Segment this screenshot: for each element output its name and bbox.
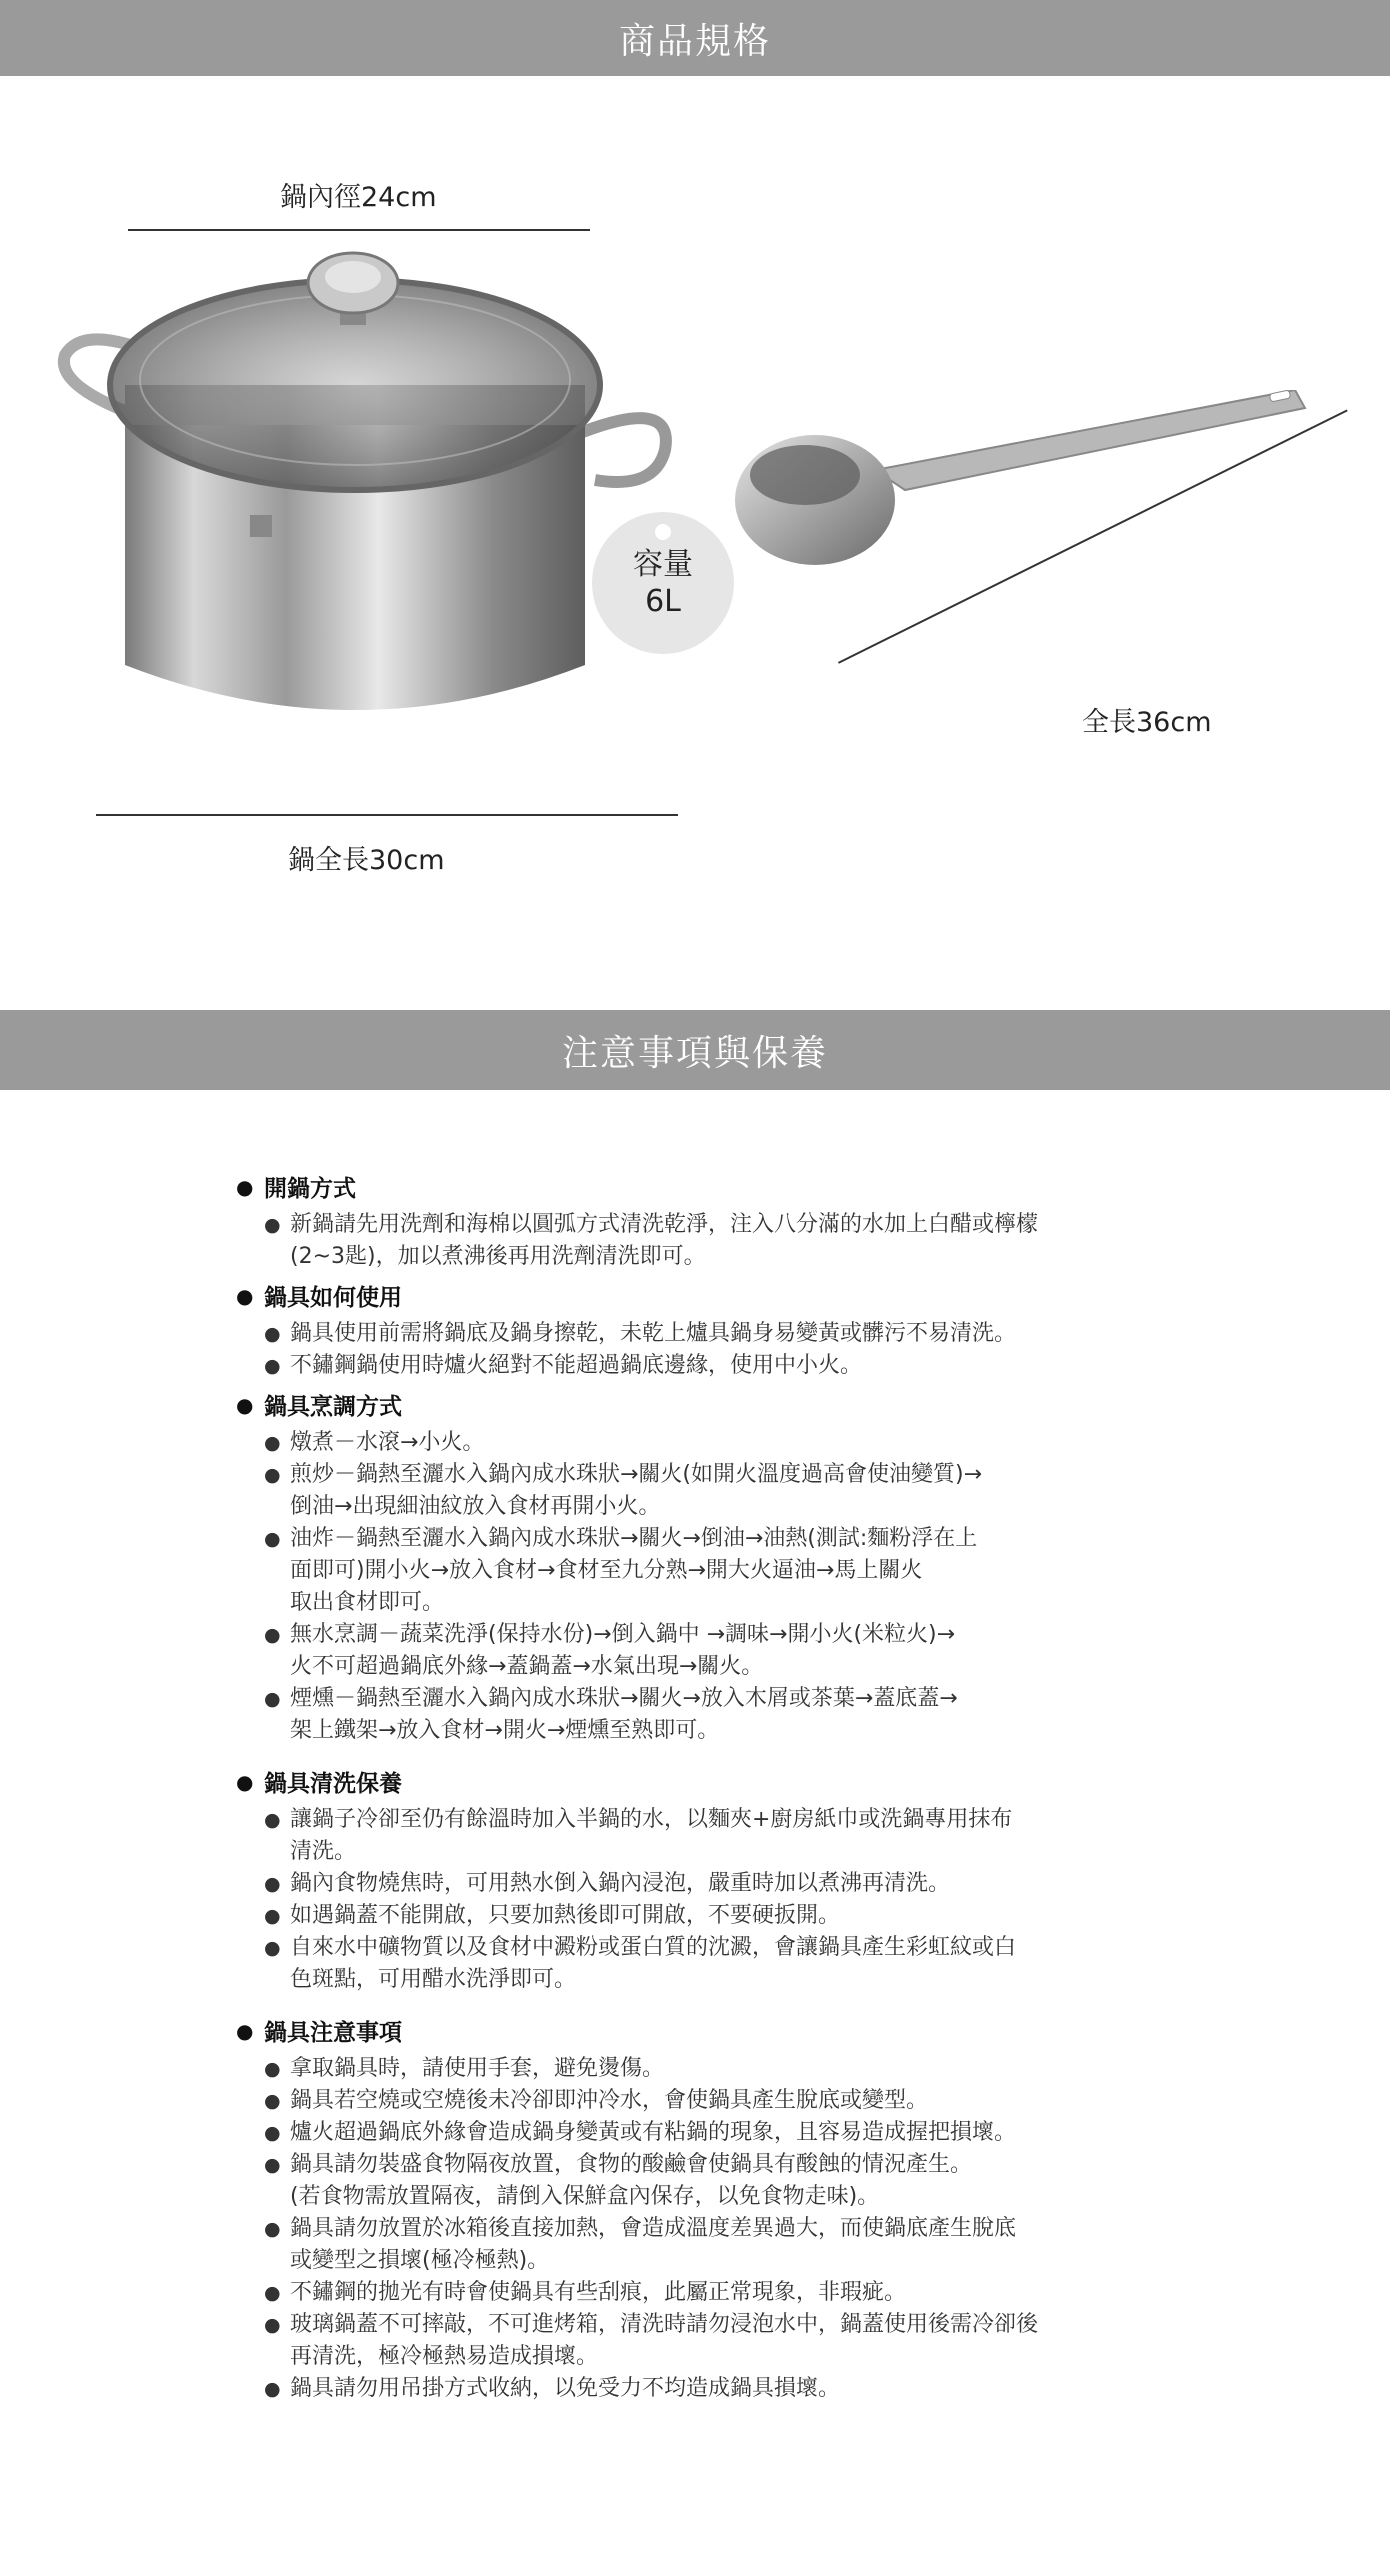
care-item-text: 自來水中礦物質以及食材中澱粉或蛋白質的沈澱，會讓鍋具產生彩虹紋或白 色斑點，可用醋水洗淨即可。 — [290, 1935, 1017, 1992]
bullet-icon: ● — [264, 2314, 281, 2336]
care-list-item — [264, 1209, 1136, 1273]
pot-diameter-label: 鍋內徑24cm — [280, 182, 437, 213]
care-item-text: 如遇鍋蓋不能開啟，只要加熱後即可開啟，不要硬扳開。 — [290, 1903, 841, 1928]
care-item-text: 油炸－鍋熱至灑水入鍋內成水珠狀→關火→倒油→油熱(測試:麵粉浮在上 面即可)開小火→放入食材→食材至九分熟→開大火逼油→馬上關火 取出食材即可。 — [290, 1526, 978, 1615]
stock-pot-image — [55, 235, 695, 795]
care-list-item — [264, 1932, 1136, 1996]
care-item-text: 拿取鍋具時，請使用手套，避免燙傷。 — [290, 2056, 665, 2081]
bullet-icon: ● — [264, 1873, 281, 1895]
care-section-title — [236, 1279, 1136, 1312]
care-item-text: 燉煮－水滾→小火。 — [290, 1430, 485, 1455]
bullet-icon: ● — [264, 1355, 281, 1377]
bullet-icon: ● — [236, 2018, 254, 2043]
care-instructions — [236, 1170, 1136, 2411]
bullet-icon: ● — [264, 1214, 281, 1236]
bullet-icon: ● — [264, 2378, 281, 2400]
badge-dot — [655, 524, 671, 540]
spec-title: 商品規格 — [618, 20, 771, 62]
bullet-icon: ● — [264, 1905, 281, 1927]
care-list-item — [264, 1900, 1136, 1932]
pot-diameter-line — [128, 229, 590, 231]
capacity-label: 容量 — [633, 546, 693, 582]
section-title-text: 鍋具如何使用 — [264, 1285, 402, 1311]
care-list-item — [264, 2149, 1136, 2213]
bullet-icon: ● — [264, 1809, 281, 1831]
care-list-item — [264, 2053, 1136, 2085]
care-section — [236, 1279, 1136, 1382]
care-item-text: 鍋具若空燒或空燒後未冷卻即沖冷水，會使鍋具產生脫底或變型。 — [290, 2088, 929, 2113]
care-item-text: 鍋具使用前需將鍋底及鍋身擦乾，未乾上爐具鍋身易變黃或髒污不易清洗。 — [290, 1321, 1017, 1346]
care-section-title — [236, 2014, 1136, 2047]
care-title: 注意事項與保養 — [561, 1032, 828, 1074]
care-section — [236, 1170, 1136, 1273]
capacity-badge — [592, 512, 734, 654]
bullet-icon: ● — [236, 1283, 254, 1308]
care-section-title — [236, 1765, 1136, 1798]
care-list-item — [264, 2085, 1136, 2117]
ladle-length-label: 全長36cm — [1082, 707, 1212, 738]
care-item-text: 鍋內食物燒焦時，可用熱水倒入鍋內浸泡，嚴重時加以煮沸再清洗。 — [290, 1871, 951, 1896]
care-item-text: 爐火超過鍋底外緣會造成鍋身變黃或有粘鍋的現象，且容易造成握把損壞。 — [290, 2120, 1017, 2145]
care-list-item — [264, 2373, 1136, 2405]
care-list-item — [264, 1427, 1136, 1459]
section-title-text: 鍋具清洗保養 — [264, 1771, 402, 1797]
ladle-image — [735, 390, 1335, 750]
bullet-icon: ● — [264, 2090, 281, 2112]
care-list-item — [264, 1318, 1136, 1350]
bullet-icon: ● — [264, 1323, 281, 1345]
bullet-icon: ● — [264, 2218, 281, 2240]
care-item-text: 煎炒－鍋熱至灑水入鍋內成水珠狀→關火(如開火溫度過高會使油變質)→ 倒油→出現細油紋放入食材再開小火。 — [290, 1462, 983, 1519]
care-item-text: 不鏽鋼的拋光有時會使鍋具有些刮痕，此屬正常現象，非瑕疵。 — [290, 2280, 907, 2305]
section-gap — [236, 1996, 1136, 2008]
care-item-text: 鍋具請勿放置於冰箱後直接加熱，會造成溫度差異過大，而使鍋底產生脫底 或變型之損壞(極冷極熱)。 — [290, 2216, 1017, 2273]
bullet-icon: ● — [236, 1769, 254, 1794]
care-section-title — [236, 1170, 1136, 1203]
care-item-text: 不鏽鋼鍋使用時爐火絕對不能超過鍋底邊緣，使用中小火。 — [290, 1353, 863, 1378]
section-title-text: 開鍋方式 — [264, 1176, 356, 1202]
care-item-text: 玻璃鍋蓋不可摔敲，不可進烤箱，清洗時請勿浸泡水中，鍋蓋使用後需冷卻後 再清洗，極冷極熱易造成損壞。 — [290, 2312, 1039, 2369]
bullet-icon: ● — [264, 1688, 281, 1710]
care-item-text: 無水烹調－蔬菜洗淨(保持水份)→倒入鍋中 →調味→開小火(米粒火)→ 火不可超過鍋底外緣→蓋鍋蓋→水氣出現→關火。 — [290, 1622, 956, 1679]
care-item-text: 鍋具請勿裝盛食物隔夜放置，食物的酸鹼會使鍋具有酸蝕的情況產生。 (若食物需放置隔夜，請倒入保鮮盒內保存，以免食物走味)。 — [290, 2152, 973, 2209]
care-section — [236, 2014, 1136, 2405]
bullet-icon: ● — [236, 1392, 254, 1417]
pot-length-label: 鍋全長30cm — [288, 845, 445, 876]
care-list-item — [264, 1459, 1136, 1523]
care-section-title — [236, 1388, 1136, 1421]
bullet-icon: ● — [236, 1174, 254, 1199]
care-item-text: 讓鍋子冷卻至仍有餘溫時加入半鍋的水，以麵夾+廚房紙巾或洗鍋專用抹布 清洗。 — [290, 1807, 1013, 1864]
care-list-item — [264, 1868, 1136, 1900]
bullet-icon: ● — [264, 2154, 281, 2176]
bullet-icon: ● — [264, 1937, 281, 1959]
care-list-item — [264, 2117, 1136, 2149]
care-list-item — [264, 2213, 1136, 2277]
section-title-text: 鍋具注意事項 — [264, 2020, 402, 2046]
bullet-icon: ● — [264, 1528, 281, 1550]
care-list-item — [264, 1683, 1136, 1747]
bullet-icon: ● — [264, 2122, 281, 2144]
section-gap — [236, 1747, 1136, 1759]
pot-length-line — [96, 814, 678, 816]
care-list-item — [264, 2277, 1136, 2309]
bullet-icon: ● — [264, 2282, 281, 2304]
care-header-bar — [0, 1010, 1390, 1090]
care-list-item — [264, 1804, 1136, 1868]
care-list-item — [264, 1523, 1136, 1619]
capacity-value: 6L — [645, 584, 681, 619]
care-item-text: 煙燻－鍋熱至灑水入鍋內成水珠狀→關火→放入木屑或茶葉→蓋底蓋→ 架上鐵架→放入食材→開火→煙燻至熟即可。 — [290, 1686, 958, 1743]
bullet-icon: ● — [264, 2058, 281, 2080]
section-title-text: 鍋具烹調方式 — [264, 1394, 402, 1420]
care-list-item — [264, 1350, 1136, 1382]
bullet-icon: ● — [264, 1432, 281, 1454]
care-list-item — [264, 1619, 1136, 1683]
care-item-text: 新鍋請先用洗劑和海棉以圓弧方式清洗乾淨，注入八分滿的水加上白醋或檸檬 (2~3匙)，加以煮沸後再用洗劑清洗即可。 — [290, 1212, 1039, 1269]
care-item-text: 鍋具請勿用吊掛方式收納，以免受力不均造成鍋具損壞。 — [290, 2376, 841, 2401]
spec-header-bar — [0, 0, 1390, 76]
care-section — [236, 1388, 1136, 1759]
bullet-icon: ● — [264, 1624, 281, 1646]
care-list-item — [264, 2309, 1136, 2373]
bullet-icon: ● — [264, 1464, 281, 1486]
care-section — [236, 1765, 1136, 2008]
